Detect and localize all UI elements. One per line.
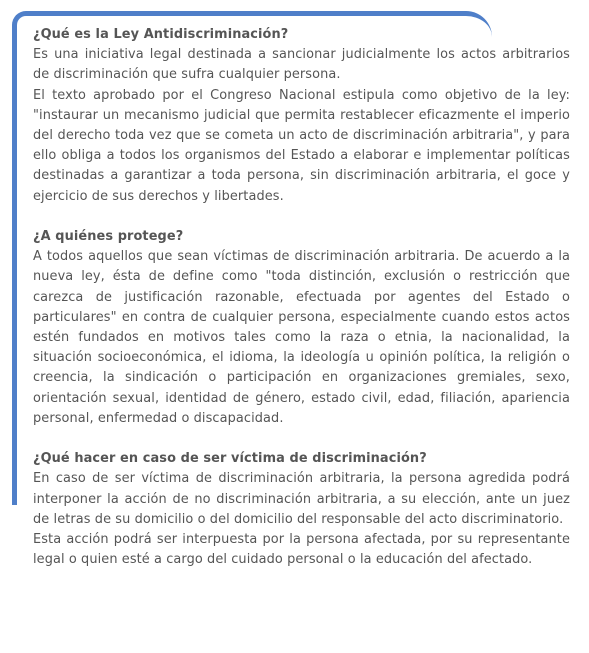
section-paragraph: Es una iniciativa legal destinada a sancionar judicialmente los actos arbitrarios de discriminación que sufra cualquier persona.: [33, 47, 570, 83]
section-a-quienes-protege: [33, 227, 570, 429]
article-content: [33, 25, 570, 591]
section-que-hacer: [33, 449, 570, 570]
section-heading: ¿A quiénes protege?: [33, 229, 184, 245]
section-paragraph: El texto aprobado por el Congreso Nacional estipula como objetivo de la ley: "instaurar un mecanismo judicial que permita restablecer eficazmente el imperio del derecho toda vez que se cometa un acto de discriminación arbitraria", y para ello obliga a todos los organismos del Estado a elaborar e implementar políticas destinadas a garantizar a toda persona, sin discriminación arbitraria, el goce y ejercicio de sus derechos y libertades.: [33, 87, 570, 204]
section-paragraph: En caso de ser víctima de discriminación arbitraria, la persona agredida podrá interponer la acción de no discriminación arbitraria, a su elección, ante un juez de letras de su domicilio o del domicilio del responsable del acto discriminatorio.: [33, 471, 570, 527]
section-paragraph: Esta acción podrá ser interpuesta por la persona afectada, por su representante legal o quien esté a cargo del cuidado personal o la educación del afectado.: [33, 532, 570, 568]
section-heading: ¿Qué es la Ley Antidiscriminación?: [33, 27, 289, 42]
section-que-es: [33, 25, 570, 207]
section-heading: ¿Qué hacer en caso de ser víctima de discriminación?: [33, 451, 427, 467]
section-paragraph: A todos aquellos que sean víctimas de discriminación arbitraria. De acuerdo a la nueva ley, ésta de define como "toda distinción, exclusión o restricción que carezca de justificación razonable, efectuada por agentes del Estado o particulares" en contra de cualquier persona, especialmente cuando estos actos estén fundados en motivos tales como la raza o etnia, la nacionalidad, la situación socioeconómica, el idioma, la ideología u opinión política, la religión o creencia, la sindicación o participación en organizaciones gremiales, sexo, orientación sexual, identidad de género, estado civil, edad, filiación, apariencia personal, enfermedad o discapacidad.: [33, 249, 570, 426]
